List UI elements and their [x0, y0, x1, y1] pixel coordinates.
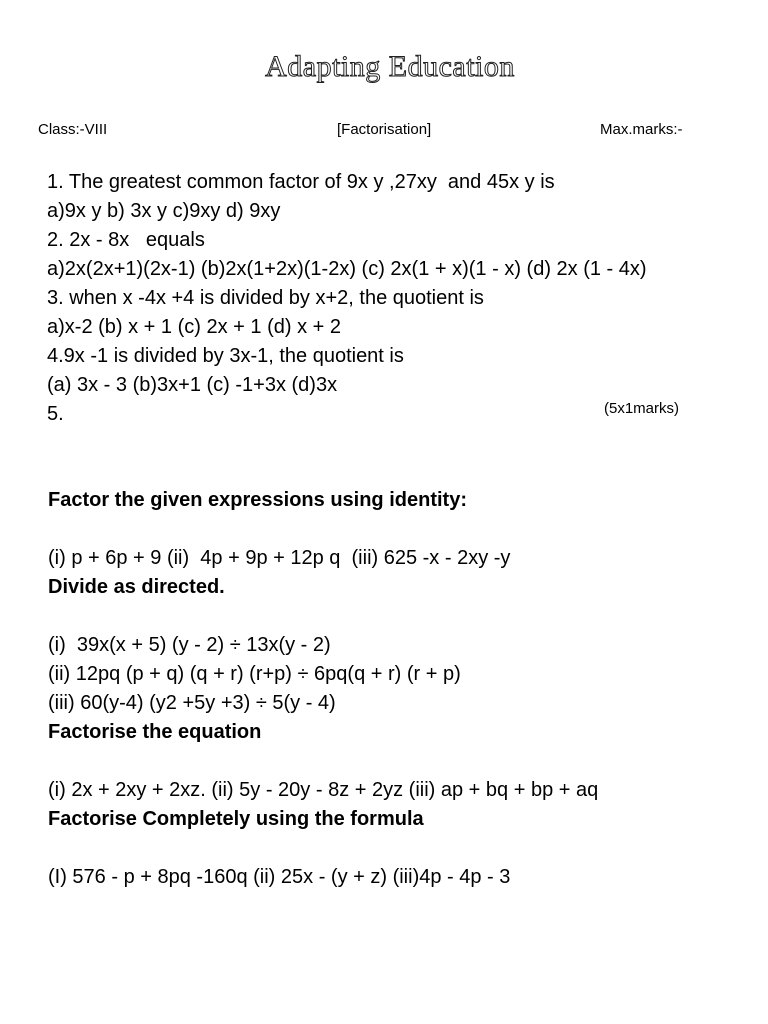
topic-label: [Factorisation] — [337, 121, 432, 138]
mcq-line: 2. 2x - 8x equals — [47, 229, 205, 251]
page-title: Adapting Education — [265, 50, 515, 83]
section-heading: Divide as directed. — [48, 576, 225, 598]
question-line: (ii) 12pq (p + q) (q + r) (r+p) ÷ 6pq(q + r) (r + p) — [48, 663, 461, 685]
question-line: (I) 576 - p + 8pq -160q (ii) 25x - (y + z) (iii)4p - 4p - 3 — [48, 866, 511, 888]
mcq-line: 5. — [47, 403, 64, 425]
section-heading: Factorise Completely using the formula — [48, 808, 424, 830]
question-line: (i) p + 6p + 9 (ii) 4p + 9p + 12p q (iii) 625 -x - 2xy -y — [48, 547, 511, 569]
identity-section — [48, 486, 748, 892]
class-label: Class:-VIII — [38, 121, 108, 138]
question-line: (i) 2x + 2xy + 2xz. (ii) 5y - 20y - 8z + 2yz (iii) ap + bq + bp + aq — [48, 779, 599, 801]
mcq-line: a)9x y b) 3x y c)9xy d) 9xy — [47, 200, 281, 222]
question-line: (i) 39x(x + 5) (y - 2) ÷ 13x(y - 2) — [48, 634, 331, 656]
mcq-line: 1. The greatest common factor of 9x y ,27xy and 45x y is — [47, 171, 555, 193]
section-heading: Factor the given expressions using identity: — [48, 489, 467, 511]
mcq-line: (a) 3x - 3 (b)3x+1 (c) -1+3x (d)3x — [47, 374, 338, 396]
mcq-line: a)x-2 (b) x + 1 (c) 2x + 1 (d) x + 2 — [47, 316, 341, 338]
question-line: (iii) 60(y-4) (y2 +5y +3) ÷ 5(y - 4) — [48, 692, 336, 714]
max-marks-label: Max.marks:- — [600, 121, 683, 138]
mcq-line: 3. when x -4x +4 is divided by x+2, the quotient is — [47, 287, 484, 309]
section-heading: Factorise the equation — [48, 721, 262, 743]
mcq-line: 4.9x -1 is divided by 3x-1, the quotient is — [47, 345, 404, 367]
mcq-marks-note: (5x1marks) — [604, 400, 680, 417]
mcq-section — [47, 168, 747, 429]
mcq-line: a)2x(2x+1)(2x-1) (b)2x(1+2x)(1-2x) (c) 2x(1 + x)(1 - x) (d) 2x (1 - 4x) — [47, 258, 647, 280]
